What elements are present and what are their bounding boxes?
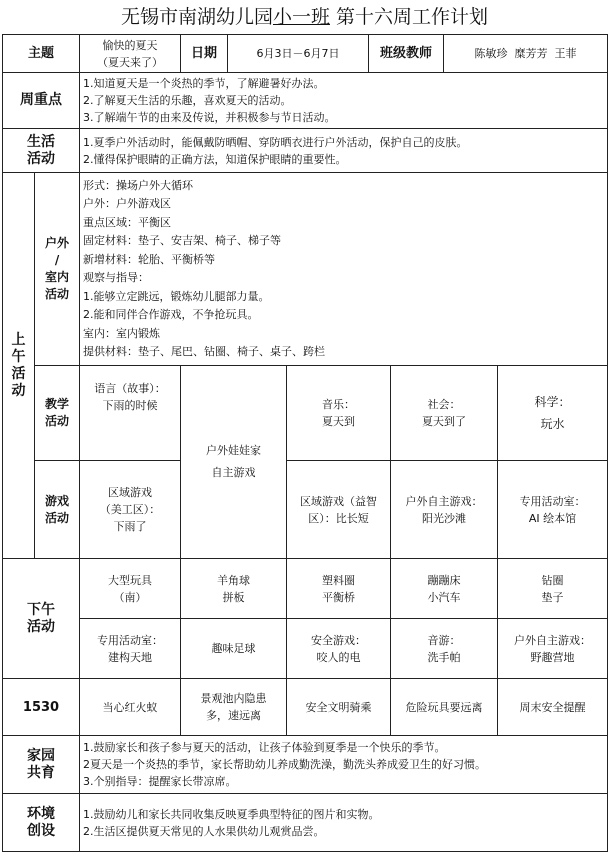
afternoon-cell (498, 619, 608, 679)
teaching-label-line-2: 活动 (45, 414, 70, 428)
morning-label-char: 上 (11, 331, 26, 348)
safety-cell (287, 679, 391, 736)
game-label-line-1: 游戏 (45, 493, 70, 508)
family-item: 2夏天是一个炎热的季节，家长帮助幼儿养成勤洗澡，勤洗头养成爱卫生的好习惯。 (83, 758, 487, 771)
afternoon-label-line-2: 活动 (27, 618, 55, 635)
safety-cell (391, 679, 498, 736)
game-label-line-2: 活动 (45, 510, 70, 525)
title-suffix: 第十六周工作计划 (329, 6, 489, 28)
safety-cell-line: 周末安全提醒 (519, 700, 586, 714)
afternoon-cell-line: 拼板 (222, 590, 245, 604)
family-row (3, 736, 608, 794)
afternoon-cell (391, 619, 498, 679)
theme-value (80, 35, 181, 73)
outdoor-content (80, 173, 608, 366)
game-room-line: AI 绘本馆 (528, 511, 577, 525)
morning-label-char: 活 (11, 365, 26, 382)
outdoor-line: 形式：操场户外大循环 (83, 178, 194, 192)
family-label-line-1: 家园 (27, 747, 55, 764)
game-row (3, 461, 608, 559)
teaching-language-line: 下雨的时候 (102, 399, 158, 412)
game-art (80, 461, 181, 559)
focus-item: 1.知道夏天是一个炎热的季节，了解避暑好办法。 (83, 77, 325, 90)
afternoon-cell-line: 平衡桥 (322, 590, 356, 604)
outdoor-line: 新增材料：轮胎、平衡桥等 (83, 252, 216, 266)
outdoor-label (35, 173, 80, 366)
game-puzzle (287, 461, 391, 559)
afternoon-cell-line: 野趣营地 (530, 650, 575, 664)
afternoon-row-1 (3, 559, 608, 619)
life-item: 1.夏季户外活动时，能佩戴防晒帽、穿防晒衣进行户外活动，保护自己的皮肤。 (83, 135, 468, 149)
afternoon-cell-line: 户外自主游戏： (514, 633, 592, 647)
title-prefix: 无锡市南湖幼儿园 (120, 6, 273, 28)
environment-content (80, 794, 608, 852)
game-art-line: 下雨了 (113, 520, 147, 533)
focus-item: 2.了解夏天生活的乐趣，喜欢夏天的活动。 (83, 94, 292, 107)
afternoon-cell-line: 洗手帕 (427, 650, 461, 664)
game-outdoor-line: 户外自主游戏： (405, 494, 483, 508)
date-label: 日期 (181, 35, 228, 72)
teaching-music-line: 音乐： (322, 398, 356, 411)
outdoor-line: 2.能和同伴合作游戏，不争抢玩具。 (83, 308, 259, 321)
family-label (3, 736, 80, 794)
life-item: 2.懂得保护眼睛的正确方法，知道保护眼睛的重要性。 (83, 152, 347, 166)
outdoor-label-line: 户外 (45, 236, 70, 250)
life-label-line-1: 生活 (27, 133, 55, 150)
teacher-label: 班级教师 (369, 35, 444, 72)
teaching-music-line: 夏天到 (322, 415, 356, 428)
afternoon-cell-line: 蹦蹦床 (427, 573, 461, 587)
game-outdoor (391, 461, 498, 559)
teaching-science-line: 科学： (534, 395, 571, 409)
afternoon-cell-line: 羊角球 (217, 573, 251, 587)
shared-free-play-line: 自主游戏 (211, 466, 256, 479)
morning-outdoor-row (3, 173, 608, 366)
game-label (35, 461, 80, 559)
life-content (80, 129, 608, 173)
afternoon-cell (287, 559, 391, 619)
afternoon-cell (181, 559, 287, 619)
afternoon-cell-line: 垫子 (541, 590, 564, 604)
safety-row (3, 679, 608, 736)
outdoor-line: 户外：户外游戏区 (83, 197, 172, 210)
outdoor-line: 观察与指导： (83, 271, 150, 284)
teacher-value: 陈敏珍 糜芳芳 王菲 (474, 47, 577, 60)
afternoon-cell-line: 小汽车 (427, 590, 461, 604)
outdoor-label-line: / (54, 253, 60, 267)
teaching-label (35, 366, 80, 461)
safety-cell-line: 安全文明骑乘 (305, 700, 372, 714)
life-label (3, 129, 80, 173)
game-room-line: 专用活动室： (519, 494, 586, 508)
game-outdoor-line: 阳光沙滩 (422, 511, 467, 525)
outdoor-line: 固定材料：垫子、安吉架、椅子、梯子等 (83, 234, 282, 247)
outdoor-line: 室内：室内锻炼 (83, 326, 161, 340)
date-value: 6月3日－6月7日 (228, 35, 369, 72)
safety-cell-line: 危险玩具要远离 (405, 700, 483, 714)
afternoon-cell (181, 619, 287, 679)
afternoon-row-2 (3, 619, 608, 679)
theme-value-line-1: 愉快的夏天 (102, 38, 158, 52)
shared-free-play (181, 366, 287, 559)
teaching-row (3, 366, 608, 461)
game-art-line: 区域游戏 (108, 486, 153, 499)
outdoor-label-line: 活动 (45, 287, 70, 301)
outdoor-line: 重点区域：平衡区 (83, 215, 172, 229)
shared-free-play-line: 户外娃娃家 (206, 444, 262, 457)
focus-label: 周重点 (3, 73, 80, 129)
afternoon-cell-line: 趣味足球 (211, 642, 256, 655)
afternoon-cell-line: 安全游戏： (311, 633, 367, 647)
life-row (3, 129, 608, 173)
afternoon-cell (80, 559, 181, 619)
safety-cell-line: 当心红火蚁 (102, 700, 158, 714)
family-content (80, 736, 608, 794)
family-label-line-2: 共育 (27, 764, 55, 781)
game-art-line: （美工区）： (99, 503, 161, 516)
teaching-science-line: 玩水 (540, 417, 565, 431)
environment-label-line-2: 创设 (27, 822, 55, 839)
teaching-social-line: 夏天到了 (422, 415, 467, 428)
outdoor-label-line: 室内 (45, 270, 70, 284)
afternoon-cell-line: 音游： (427, 633, 461, 647)
teaching-language (80, 366, 181, 461)
family-item: 1.鼓励家长和孩子参与夏天的活动，让孩子体验到夏季是一个快乐的季节。 (83, 741, 446, 754)
afternoon-cell-line: 大型玩具 (108, 573, 153, 587)
environment-label (3, 794, 80, 852)
afternoon-cell-line: 塑料圈 (322, 573, 356, 587)
outdoor-line: 1.能够立定跳远，锻炼幼儿腿部力量。 (83, 289, 270, 303)
afternoon-cell (287, 619, 391, 679)
outdoor-line: 提供材料：垫子、尾巴、钻圈、椅子、桌子、跨栏 (83, 345, 326, 358)
afternoon-label-line-1: 下午 (27, 601, 55, 618)
afternoon-cell (498, 559, 608, 619)
afternoon-cell-line: 专用活动室： (97, 633, 164, 647)
environment-row (3, 794, 608, 852)
environment-item: 1.鼓励幼儿和家长共同收集反映夏季典型特征的图片和实物。 (83, 807, 380, 821)
game-puzzle-line: 区）：比长短 (308, 511, 369, 525)
morning-label (3, 173, 35, 559)
afternoon-cell-line: （南） (113, 590, 147, 604)
morning-label-char: 午 (11, 348, 26, 365)
teaching-science (498, 366, 608, 461)
game-room (498, 461, 608, 559)
game-puzzle-line: 区域游戏（益智 (300, 494, 378, 508)
morning-label-char: 动 (11, 382, 26, 399)
title-class-name: 小一班 (272, 6, 330, 28)
teaching-social (391, 366, 498, 461)
family-item: 3.个别指导：提醒家长带凉席。 (83, 775, 237, 788)
environment-label-line-1: 环境 (27, 805, 55, 822)
safety-label: 1530 (3, 679, 80, 736)
life-label-line-2: 活动 (27, 150, 55, 167)
theme-value-line-2: （夏天来了） (97, 55, 164, 69)
afternoon-cell-line: 咬人的电 (316, 650, 361, 664)
teaching-social-line: 社会： (427, 398, 461, 411)
safety-cell (181, 679, 287, 736)
theme-label: 主题 (3, 35, 80, 73)
afternoon-cell-line: 钻圈 (541, 573, 564, 587)
safety-cell (498, 679, 608, 736)
afternoon-cell-line: 建构天地 (108, 650, 153, 664)
weekly-plan-table (2, 34, 608, 852)
teaching-language-line: 语言（故事）： (94, 382, 166, 395)
teaching-music (287, 366, 391, 461)
afternoon-label (3, 559, 80, 679)
page-title (0, 0, 609, 34)
environment-item: 2.生活区提供夏天常见的人水果供幼儿观赏品尝。 (83, 824, 325, 838)
safety-cell-line: 多，速远离 (206, 709, 262, 722)
afternoon-cell (391, 559, 498, 619)
focus-item: 3.了解端午节的由来及传说，并积极参与节日活动。 (83, 111, 336, 124)
focus-row (3, 73, 608, 129)
safety-cell-line: 景观池内隐患 (200, 692, 267, 705)
afternoon-cell (80, 619, 181, 679)
safety-cell (80, 679, 181, 736)
header-row (3, 35, 608, 73)
focus-content (80, 73, 608, 129)
teaching-label-line-1: 教学 (45, 397, 70, 411)
